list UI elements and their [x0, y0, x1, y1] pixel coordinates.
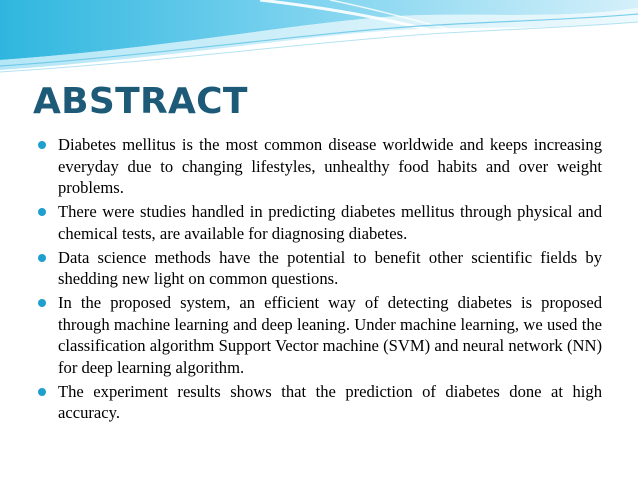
- list-item: [38, 292, 602, 379]
- slide-title: ABSTRACT: [33, 81, 248, 122]
- header-wave-decoration: [0, 0, 638, 80]
- bullet-dot-icon: [38, 388, 46, 396]
- bullet-list: [38, 134, 602, 426]
- list-item: [38, 381, 602, 424]
- bullet-text: Diabetes mellitus is the most common disease worldwide and keeps increasing everyday due to changing lifestyles, unhealthy food habits and over weight problems.: [58, 135, 602, 198]
- list-item: [38, 247, 602, 290]
- bullet-text: Data science methods have the potential to benefit other scientific fields by shedding new light on common questions.: [58, 247, 602, 289]
- list-item: [38, 134, 602, 199]
- bullet-text: The experiment results shows that the prediction of diabetes done at high accuracy.: [58, 381, 602, 423]
- bullet-dot-icon: [38, 208, 46, 216]
- bullet-dot-icon: [38, 141, 46, 149]
- bullet-text: In the proposed system, an efficient way of detecting diabetes is proposed through machine learning and deep leaning. Under machine learning, we used the classification algorithm Support Vector machine (SVM) and neural network (NN) for deep learning algorithm.: [58, 292, 602, 378]
- list-item: [38, 201, 602, 244]
- bullet-text: There were studies handled in predicting diabetes mellitus through physical and chemical tests, are available for diagnosing diabetes.: [58, 202, 602, 243]
- bullet-dot-icon: [38, 299, 46, 307]
- bullet-dot-icon: [38, 254, 46, 262]
